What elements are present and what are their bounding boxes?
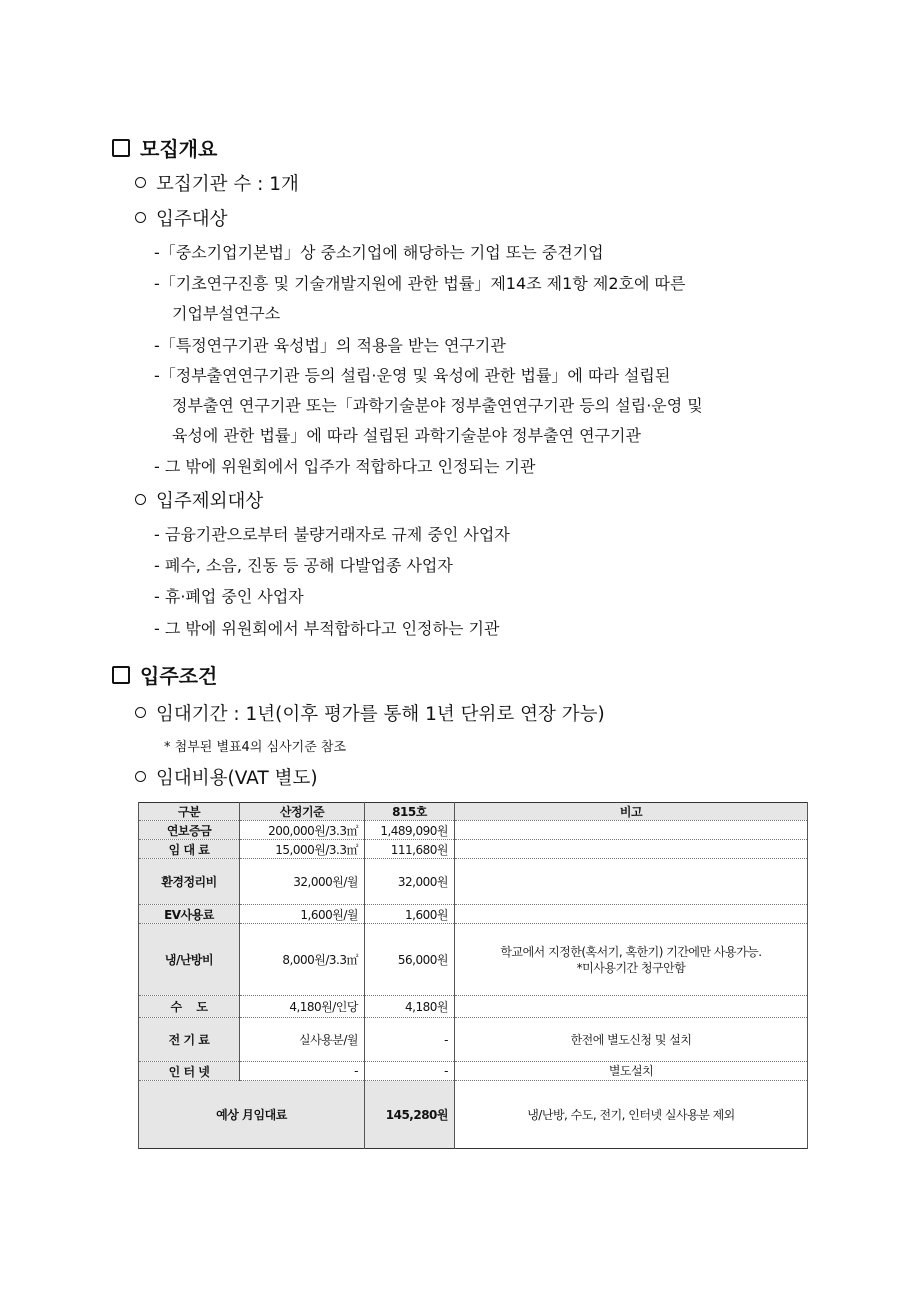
eligible-item-cont: 기업부설연구소 [172, 304, 281, 323]
circle-bullet-icon [135, 707, 146, 718]
remark-line: *미사용기간 청구안함 [576, 960, 686, 975]
eligible-item: -「중소기업기본법」상 중소기업에 해당하는 기업 또는 중견기업 [154, 243, 604, 262]
table-total-row: 예상 月임대료 145,280원 냉/난방, 수도, 전기, 인터넷 실사용분 제외 [139, 1081, 808, 1149]
table-header-row [139, 803, 808, 821]
checkbox-square-icon [112, 666, 130, 684]
table-row: 전 기 료 실사용분/월 - 한전에 별도신청 및 설치 [139, 1018, 808, 1062]
recruit-count: 모집기관 수 : 1개 [135, 170, 299, 196]
header-remark: 비고 [455, 803, 808, 821]
eligible-heading: 입주대상 [135, 205, 227, 231]
excluded-item: - 휴·폐업 중인 사업자 [154, 587, 304, 606]
remark-line: 학교에서 지정한(혹서기, 혹한기) 기간에만 사용가능. [500, 944, 762, 959]
eligible-item: -「특정연구기관 육성법」의 적용을 받는 연구기관 [154, 336, 506, 355]
eligible-item: -「정부출연연구기관 등의 설립·운영 및 육성에 관한 법률」에 따라 설립된 [154, 366, 671, 385]
eligible-item: -「기초연구진흥 및 기술개발지원에 관한 법률」제14조 제1항 제2호에 따른 [154, 274, 686, 293]
eligible-item: - 그 밖에 위원회에서 입주가 적합하다고 인정되는 기관 [154, 457, 536, 476]
table-row: 환경정리비 32,000원/월 32,000원 [139, 859, 808, 905]
excluded-item: - 그 밖에 위원회에서 부적합하다고 인정하는 기관 [154, 619, 500, 638]
circle-bullet-icon [135, 177, 146, 188]
table-row: EV사용료 1,600원/월 1,600원 [139, 905, 808, 924]
table-row: 냉/난방비 8,000원/3.3㎡ 56,000원 학교에서 지정한(혹서기, 혹한기) 기간에만 사용가능. *미사용기간 청구안함 [139, 924, 808, 996]
table-row: 연보증금 200,000원/3.3㎡ 1,489,090원 [139, 821, 808, 840]
section-title: 입주조건 [140, 664, 218, 688]
section-heading-recruitment [112, 133, 217, 162]
lease-period-note: * 첨부된 별표4의 심사기준 참조 [164, 740, 346, 755]
excluded-item: - 폐수, 소음, 진동 등 공해 다발업종 사업자 [154, 556, 453, 575]
circle-bullet-icon [135, 771, 146, 782]
table-row: 임 대 료 15,000원/3.3㎡ 111,680원 [139, 840, 808, 859]
table-row: 수 도 4,180원/인당 4,180원 [139, 996, 808, 1018]
fee-table [138, 802, 808, 1149]
circle-bullet-icon [135, 212, 146, 223]
excluded-item: - 금융기관으로부터 불량거래자로 규제 중인 사업자 [154, 525, 510, 544]
checkbox-square-icon [112, 139, 130, 157]
lease-period: 임대기간 : 1년(이후 평가를 통해 1년 단위로 연장 가능) [135, 700, 605, 726]
eligible-item-cont: 정부출연 연구기관 또는「과학기술분야 정부출연연구기관 등의 설립·운영 및 [172, 396, 703, 415]
table-row: 인 터 넷 - - 별도설치 [139, 1062, 808, 1081]
excluded-heading: 입주제외대상 [135, 487, 263, 513]
header-category: 구분 [139, 803, 240, 821]
circle-bullet-icon [135, 494, 146, 505]
eligible-item-cont: 육성에 관한 법률」에 따라 설립된 과학기술분야 정부출연 연구기관 [172, 426, 641, 445]
cost-heading: 임대비용(VAT 별도) [135, 764, 318, 790]
header-room: 815호 [365, 803, 455, 821]
section-heading-conditions [112, 660, 217, 689]
section-title: 모집개요 [140, 137, 218, 161]
header-basis: 산정기준 [240, 803, 365, 821]
